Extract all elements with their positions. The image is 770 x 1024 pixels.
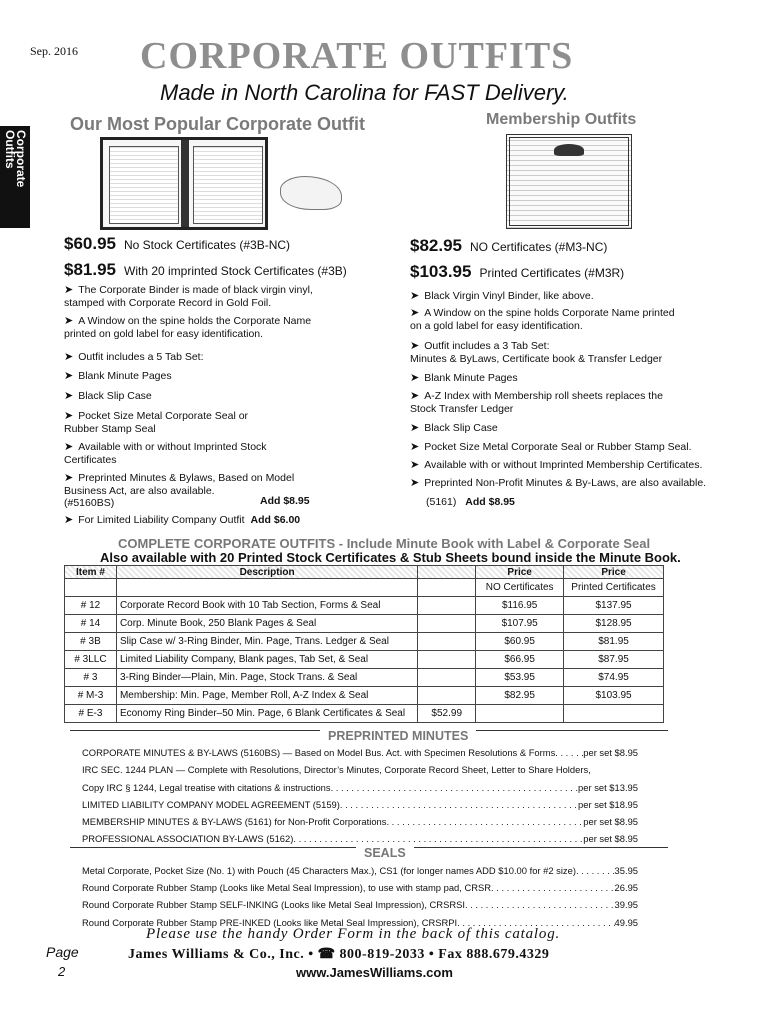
list-item: Metal Corporate, Pocket Size (No. 1) with Pouch (45 Characters Max.), CS1 (for longer names ADD $10.00 for #2 size) . . . 35.95 xyxy=(82,862,638,879)
right-bullet-8: ➤ Available with or without Imprinted Membership Certificates. xyxy=(410,459,703,471)
page-title: CORPORATE OUTFITS xyxy=(140,35,574,77)
right-code: (5161) Add $8.95 xyxy=(426,496,515,508)
list-item: Round Corporate Rubber Stamp SELF-INKING (Looks like Metal Seal Impression), CRSRSI . . . 39.95 xyxy=(82,896,638,913)
left-price-2: $81.95 With 20 imprinted Stock Certificates (#3B) xyxy=(64,260,347,279)
table-row: # 3 3-Ring Binder—Plain, Min. Page, Stock Trans. & Seal $53.95 $74.95 xyxy=(65,669,664,687)
side-tab-label: Corporate Outfits xyxy=(3,130,28,188)
right-bullet-2: ➤ A Window on the spine holds Corporate Name printed on a gold label for easy identification. xyxy=(410,307,675,332)
order-form-note: Please use the handy Order Form in the back of this catalog. xyxy=(146,926,561,942)
eagle-emblem xyxy=(554,144,584,156)
company-contact: James Williams & Co., Inc. • ☎ 800-819-2033 • Fax 888.679.4329 xyxy=(128,947,550,962)
left-bullet-7: ➤ Available with or without Imprinted Stock Certificates xyxy=(64,441,267,466)
left-bullet-2: ➤ A Window on the spine holds the Corporate Name printed on gold label for easy identification. xyxy=(64,315,312,340)
section-side-tab xyxy=(0,126,30,228)
right-price-1: $82.95 NO Certificates (#M3-NC) xyxy=(410,236,608,255)
right-bullet-4: ➤ Blank Minute Pages xyxy=(410,372,518,384)
right-bullet-5: ➤ A-Z Index with Membership roll sheets replaces the Stock Transfer Ledger xyxy=(410,390,663,415)
list-item: Copy IRC § 1244, Legal treatise with citations & instructions . . . per set $13.95 xyxy=(82,779,638,796)
page-label: Page xyxy=(46,944,79,960)
table-row: # 3B Slip Case w/ 3-Ring Binder, Min. Page, Trans. Ledger & Seal $60.95 $81.95 xyxy=(65,633,664,651)
header-item: Item # xyxy=(65,566,117,579)
table-row: # M-3 Membership: Min. Page, Member Roll, A-Z Index & Seal $82.95 $103.95 xyxy=(65,687,664,705)
left-bullet-6: ➤ Pocket Size Metal Corporate Seal or Rubber Stamp Seal xyxy=(64,410,249,435)
list-item: Round Corporate Rubber Stamp PRE-INKED (Looks like Metal Seal Impression), CRSRPI . . . 49.95 xyxy=(82,914,638,931)
table-row: # 12 Corporate Record Book with 10 Tab Section, Forms & Seal $116.95 $137.95 xyxy=(65,597,664,615)
corporate-seal-image xyxy=(280,176,342,210)
right-bullet-1: ➤ Black Virgin Vinyl Binder, like above. xyxy=(410,290,594,302)
left-price-1-desc: No Stock Certificates (#3B-NC) xyxy=(124,238,291,252)
list-item: PROFESSIONAL ASSOCIATION BY-LAWS (5162) . . . per set $8.95 xyxy=(82,830,638,847)
list-item: CORPORATE MINUTES & BY-LAWS (5160BS) — Based on Model Bus. Act. with Specimen Resolutions & Forms . . . per set $8.95 xyxy=(82,744,638,761)
preprinted-list xyxy=(82,744,638,848)
table-row: # 14 Corp. Minute Book, 250 Blank Pages & Seal $107.95 $128.95 xyxy=(65,615,664,633)
seals-heading: SEALS xyxy=(356,846,414,860)
left-add-price-1: Add $8.95 xyxy=(260,495,310,507)
left-bullet-3: ➤ Outfit includes a 5 Tab Set: xyxy=(64,351,204,363)
right-price-1-desc: NO Certificates (#M3-NC) xyxy=(470,240,608,254)
right-price-2-desc: Printed Certificates (#M3R) xyxy=(479,266,625,280)
subheader-printed: Printed Certificates xyxy=(564,579,664,597)
table-subheader-row xyxy=(65,579,664,597)
right-price-2: $103.95 Printed Certificates (#M3R) xyxy=(410,262,625,281)
header-price-printed: Price xyxy=(564,566,664,579)
left-bullet-4: ➤ Blank Minute Pages xyxy=(64,370,172,382)
left-price-1: $60.95 No Stock Certificates (#3B-NC) xyxy=(64,234,291,253)
list-item: Round Corporate Rubber Stamp (Looks like Metal Seal Impression), to use with stamp pad, CRSR . . . 26.95 xyxy=(82,879,638,896)
left-bullet-1: ➤ The Corporate Binder is made of black virgin vinyl, stamped with Corporate Record in Gold Foil. xyxy=(64,284,313,309)
subheader-no-cert: NO Certificates xyxy=(476,579,564,597)
binder-left-page xyxy=(109,146,179,224)
header-price-no-cert: Price xyxy=(476,566,564,579)
binder-right-page xyxy=(193,146,263,224)
binder-rings xyxy=(181,140,189,227)
popular-outfit-heading: Our Most Popular Corporate Outfit xyxy=(70,114,365,134)
table-row: # 3LLC Limited Liability Company, Blank pages, Tab Set, & Seal $66.95 $87.95 xyxy=(65,651,664,669)
table-row: # E-3 Economy Ring Binder–50 Min. Page, 6 Blank Certificates & Seal $52.99 xyxy=(65,705,664,723)
membership-certificate-image xyxy=(506,134,632,229)
left-bullet-5: ➤ Black Slip Case xyxy=(64,390,152,402)
header-blank xyxy=(418,566,476,579)
list-item: IRC SEC. 1244 PLAN — Complete with Resolutions, Director’s Minutes, Corporate Record Sheet, Letter to Share Holders, xyxy=(82,764,591,776)
right-bullet-9: ➤ Preprinted Non-Profit Minutes & By-Laws, are also available. xyxy=(410,477,707,489)
left-add-price-2: Add $6.00 xyxy=(250,514,301,526)
left-bullet-9: ➤ For Limited Liability Company Outfit Add $6.00 xyxy=(64,514,301,526)
right-bullet-3: ➤ Outfit includes a 3 Tab Set: Minutes & ByLaws, Certificate book & Transfer Ledger xyxy=(410,340,663,365)
page-number: 2 xyxy=(58,964,66,979)
seals-list xyxy=(82,862,638,931)
right-bullet-6: ➤ Black Slip Case xyxy=(410,422,498,434)
outfit-price-table xyxy=(64,565,664,723)
complete-outfits-note: Also available with 20 Printed Stock Certificates & Stub Sheets bound inside the Minute Book. xyxy=(100,550,681,565)
left-bullet-8: ➤ Preprinted Minutes & Bylaws, Based on Model Business Act, are also available. (#5160BS) xyxy=(64,472,295,509)
list-item: LIMITED LIABILITY COMPANY MODEL AGREEMENT (5159) . . . per set $18.95 xyxy=(82,796,638,813)
membership-outfits-heading: Membership Outfits xyxy=(486,111,637,128)
header-description: Description xyxy=(116,566,417,579)
right-add-price: Add $8.95 xyxy=(465,496,515,508)
issue-date: Sep. 2016 xyxy=(30,44,78,58)
right-bullet-7: ➤ Pocket Size Metal Corporate Seal or Rubber Stamp Seal. xyxy=(410,441,692,453)
page-subtitle: Made in North Carolina for FAST Delivery. xyxy=(160,80,569,105)
list-item: MEMBERSHIP MINUTES & BY-LAWS (5161) for Non-Profit Corporations . . . per set $8.95 xyxy=(82,813,638,830)
corporate-binder-image xyxy=(100,137,268,230)
complete-outfits-line: COMPLETE CORPORATE OUTFITS - Include Minute Book with Label & Corporate Seal xyxy=(118,536,651,551)
left-price-2-desc: With 20 imprinted Stock Certificates (#3B) xyxy=(124,264,347,278)
table-header-row xyxy=(65,566,664,579)
website-link[interactable]: www.JamesWilliams.com xyxy=(296,965,453,980)
preprinted-heading: PREPRINTED MINUTES xyxy=(320,729,476,743)
